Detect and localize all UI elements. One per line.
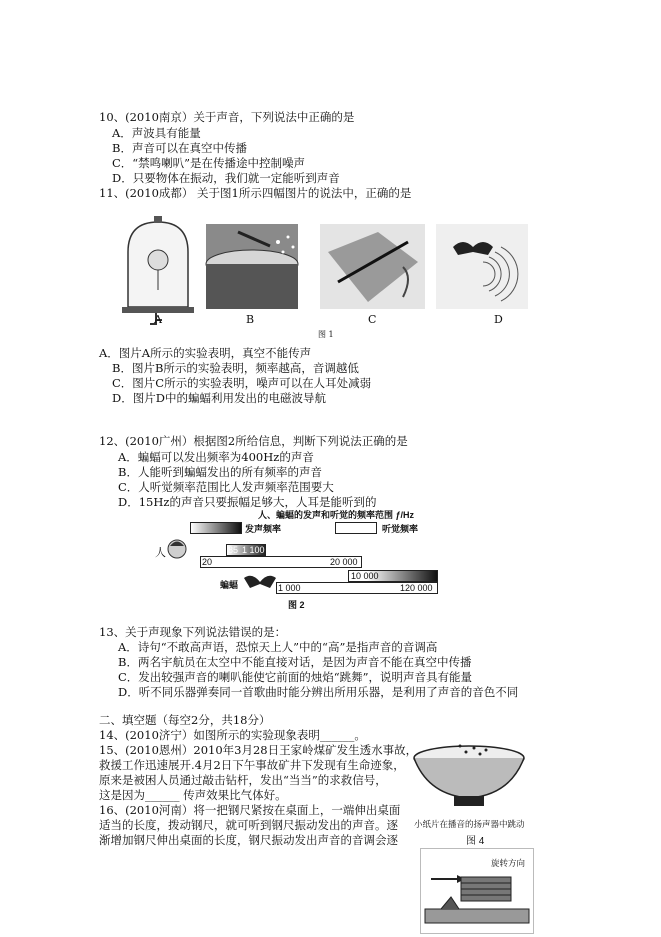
drum-image xyxy=(206,224,298,309)
q10-option-b: B．声音可以在真空中传播 xyxy=(112,141,247,155)
speaker-figure-label: 图 4 xyxy=(466,836,485,847)
q11-option-b: B．图片B所示的实验表明，频率越高，音调越低 xyxy=(112,361,359,375)
bat-label: 蝙蝠 xyxy=(220,580,239,590)
q12-option-a: A．蝙蝠可以发出频率为400Hz的声音 xyxy=(118,450,314,464)
bat-icon xyxy=(242,572,278,592)
ruler-image xyxy=(320,224,425,309)
q16-line-1: 16、(2010河南）将一把钢尺紧按在桌面上，一端伸出桌面 xyxy=(99,803,401,817)
q15-line-2: 救援工作迅速展开.4月2日下午事故矿井下发现有生命迹象， xyxy=(99,758,405,772)
q15-line-3: 原来是被困人员通过敲击钻杆，发出“当当”的求救信号， xyxy=(99,773,387,787)
q10-option-c: C．“禁鸣喇叭”是在传播途中控制噪声 xyxy=(112,156,306,170)
speaker-image xyxy=(408,740,530,814)
figure-1-label-a: A xyxy=(154,313,162,326)
q11-stem: 11、(2010成都） 关于图1所示四幅图片的说法中，正确的是 xyxy=(99,186,412,200)
q13-option-b: B．两名宇航员在太空中不能直接对话，是因为声音不能在真空中传播 xyxy=(118,655,472,669)
figure-1 xyxy=(118,212,530,342)
q10-option-d: D．只要物体在振动，我们就一定能听到声音 xyxy=(112,171,340,185)
q12-option-b: B．人能听到蝙蝠发出的所有频率的声音 xyxy=(118,465,322,479)
q13-option-d: D．听不同乐器弹奏同一首歌曲时能分辨出所用乐器，是利用了声音的音色不同 xyxy=(118,685,519,699)
bat-emit-min: 10 000 xyxy=(351,571,379,581)
figure-2-caption: 图 2 xyxy=(288,600,305,610)
q15-line-1: 15、(2010恩州）2010年3月28日王家岭煤矿发生透水事故， xyxy=(99,743,418,757)
q16-line-2: 适当的长度，拨动钢尺，就可听到钢尺振动发出的声音。逐 xyxy=(99,818,398,832)
speaker-figure xyxy=(408,740,530,847)
q11-option-d: D．图片D中的蝙蝠利用发出的电磁波导航 xyxy=(112,391,326,405)
q11-option-a: A．图片A所示的实验表明，真空不能传声 xyxy=(99,346,312,360)
q13-option-c: C．发出较强声音的喇叭能使它前面的烛焰“跳舞”，说明声音具有能量 xyxy=(118,670,473,684)
figure-1-label-b: B xyxy=(246,313,255,326)
q13-option-a: A．诗句“不敢高声语，恐惊天上人”中的“高”是指声音的音调高 xyxy=(118,640,438,654)
q12-option-d: D．15Hz的声音只要振幅足够大，人耳是能听到的 xyxy=(118,495,377,509)
bat-hear-min: 1 000 xyxy=(278,583,301,593)
human-hear-min: 20 xyxy=(202,557,213,567)
q14-text: 14、(2010济宁）如图所示的实验现象表明______。 xyxy=(99,728,366,742)
q11-option-c: C．图片C所示的实验表明，噪声可以在人耳处减弱 xyxy=(112,376,372,390)
figure-1-label-c: C xyxy=(368,313,377,326)
human-hear-max: 20 000 xyxy=(330,557,358,567)
gear-figure xyxy=(420,848,534,934)
q12-option-c: C．人听觉频率范围比人发声频率范围要大 xyxy=(118,480,334,494)
human-emit-max: 1 100 xyxy=(242,545,265,555)
figure-1-caption: 图 1 xyxy=(318,330,334,339)
q10-option-a: A．声波具有能量 xyxy=(112,126,201,140)
figure-1-illustration xyxy=(118,212,530,342)
q12-stem: 12、(2010广州）根据图2所给信息，判断下列说法正确的是 xyxy=(99,434,408,448)
figure-2 xyxy=(150,508,450,610)
section-2-heading: 二、填空题（每空2分，共18分） xyxy=(99,713,271,727)
human-label: 人 xyxy=(155,547,166,559)
legend-emit-swatch xyxy=(190,522,242,534)
gear-rotation-label: 旋转方向 xyxy=(491,859,526,869)
speaker-caption: 小纸片在播音的扬声器中跳动 xyxy=(414,820,525,830)
legend-hear-swatch xyxy=(335,522,377,534)
legend-hear-label: 听觉频率 xyxy=(382,524,419,534)
legend-emit-label: 发声频率 xyxy=(245,524,282,534)
q16-line-3: 渐增加钢尺伸出桌面的长度，钢尺振动发出声音的音调会逐 xyxy=(99,833,398,847)
figure-2-title: 人、蝙蝠的发声和听觉的频率范围 ƒ/Hz xyxy=(258,510,415,520)
bat-image xyxy=(436,224,528,309)
q13-stem: 13、关于声现象下列说法错误的是： xyxy=(99,625,287,639)
q10-stem: 10、(2010南京）关于声音，下列说法中正确的是 xyxy=(99,110,355,124)
human-emit-min: 85 xyxy=(228,545,239,555)
human-head-icon xyxy=(166,538,188,560)
bat-hear-max: 120 000 xyxy=(400,583,433,593)
q15-line-4: 这是因为______ 传声效果比气体好。 xyxy=(99,788,287,802)
figure-1-label-d: D xyxy=(494,313,503,326)
bell-jar-image xyxy=(122,216,194,324)
